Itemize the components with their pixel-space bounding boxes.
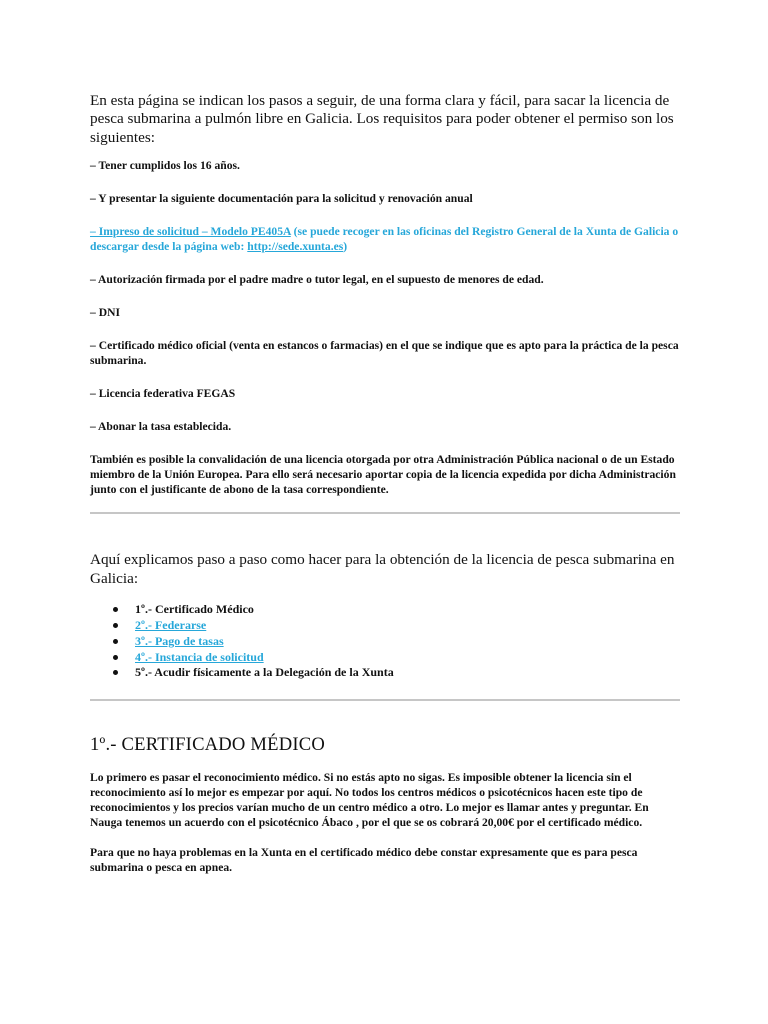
requirement-authorization: – Autorización firmada por el padre madre o tutor legal, en el supuesto de menores de edad.	[90, 273, 544, 287]
requirement-form	[90, 224, 680, 254]
requirement-medical: – Certificado médico oficial (venta en estancos o farmacias) en el que se indique que es apto para la práctica de la pesca submarina.	[90, 339, 679, 368]
form-link[interactable]: – Impreso de solicitud – Modelo PE405A	[90, 225, 291, 239]
step-item[interactable]	[90, 634, 680, 650]
divider	[90, 512, 680, 514]
requirement-federation: – Licencia federativa FEGAS	[90, 387, 236, 401]
bullet-icon	[113, 623, 118, 628]
divider	[90, 699, 680, 701]
bullet-icon	[113, 607, 118, 612]
steps-list	[90, 602, 680, 681]
step-label[interactable]: 3º.- Pago de tasas	[135, 633, 224, 648]
document-page	[90, 92, 680, 893]
requirement-fee: – Abonar la tasa establecida.	[90, 420, 232, 434]
form-note: (se puede recoger en las oficinas del Registro General de la Xunta de Galicia o descargar desde la página web:	[90, 225, 679, 254]
sede-xunta-link[interactable]: http://sede.xunta.es	[247, 240, 344, 254]
step-item	[90, 665, 680, 681]
intro-paragraph: En esta página se indican los pasos a seguir, de una forma clara y fácil, para sacar la licencia de pesca submarina a pulmón libre en Galicia. Los requisitos para poder obtener el permiso son los siguientes:	[90, 92, 674, 146]
bullet-icon	[113, 655, 118, 660]
step-label[interactable]: 2º.- Federarse	[135, 618, 207, 633]
section-heading: 1º.- CERTIFICADO MÉDICO	[90, 734, 325, 756]
bullet-icon	[113, 670, 118, 675]
step-item	[90, 602, 680, 618]
requirement-age: – Tener cumplidos los 16 años.	[90, 159, 240, 173]
validation-paragraph: También es posible la convalidación de una licencia otorgada por otra Administración Pública nacional o de un Estado miembro de la Unión Europea. Para ello será necesario aportar copia de la licencia expedida por dicha Administración junto con el justificante de abono de la tasa correspondiente.	[90, 453, 676, 497]
medical-paragraph-2: Para que no haya problemas en la Xunta en el certificado médico debe constar expresamente que es para pesca submarina o pesca en apnea.	[90, 846, 638, 875]
steps-intro: Aquí explicamos paso a paso como hacer para la obtención de la licencia de pesca submarina en Galicia:	[90, 551, 675, 588]
step-label: 5º.- Acudir físicamente a la Delegación de la Xunta	[135, 665, 394, 680]
step-label[interactable]: 4º.- Instancia de solicitud	[135, 649, 264, 664]
step-label: 1º.- Certificado Médico	[135, 602, 254, 617]
step-item[interactable]	[90, 618, 680, 634]
step-item[interactable]	[90, 650, 680, 666]
medical-paragraph-1: Lo primero es pasar el reconocimiento médico. Si no estás apto no sigas. Es imposible obtener la licencia sin el reconocimiento así lo mejor es empezar por aquí. No todos los centros médicos o psicotécnicos hacen este tipo de reconocimientos y los precios varían mucho de un centro médico a otro. Lo mejor es llamar antes y preguntar. En Nauga tenemos un acuerdo con el psicotécnico Ábaco , por el que se os cobrará 20,00€ por el certificado médico.	[90, 771, 649, 830]
bullet-icon	[113, 639, 118, 644]
requirement-dni: – DNI	[90, 306, 120, 320]
form-note-close: )	[343, 240, 348, 254]
requirement-docs-intro: – Y presentar la siguiente documentación para la solicitud y renovación anual	[90, 192, 473, 206]
